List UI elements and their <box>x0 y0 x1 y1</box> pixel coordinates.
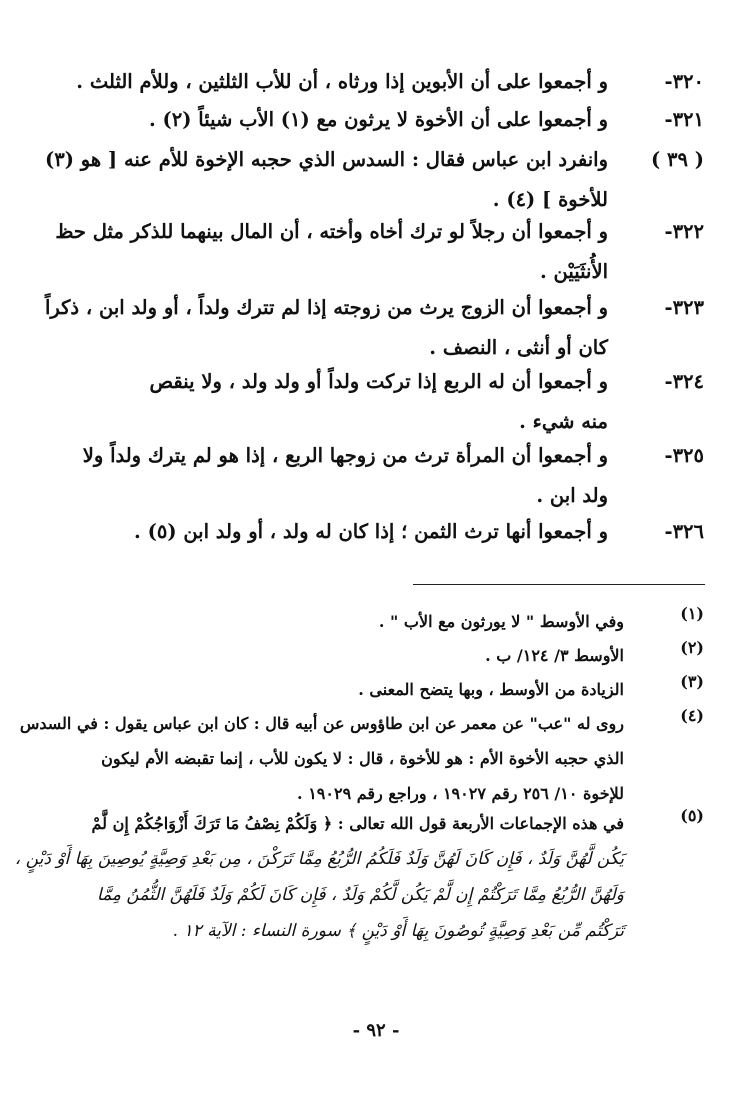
entry-line <box>44 212 704 252</box>
quran-verse-line: تَرَكْتُم مِّن بَعْدِ وَصِيَّةٍ تُوصُونَ بِهَا أَوْ دَيْنٍ ﴾ سورة النساء : الآية ١٢ . <box>172 921 624 941</box>
entry-number: ٣٢٢- <box>664 220 704 243</box>
entry-39 <box>44 140 704 220</box>
footnote-text: للإخوة ١٠/ ٢٥٦ رقم ١٩٠٢٧ ، وراجع رقم ١٩٠٢٩ . <box>297 784 624 803</box>
entry-line <box>44 140 704 180</box>
footnote-text: الأوسط ٣/ ١٢٤/ ب . <box>485 646 624 665</box>
footnote-text: وفي الأوسط " لا يورثون مع الأب " . <box>378 612 624 631</box>
footnote-text: في هذه الإجماعات الأربعة قول الله تعالى : ﴿ وَلَكُمْ نِصْفُ مَا تَرَكَ أَزْوَاجُكُمْ إِن لَّمْ <box>91 814 624 833</box>
footnote-1 <box>44 604 704 639</box>
footnote-4 <box>19 706 704 811</box>
entry-line <box>44 362 704 402</box>
entry-text: و أجمعوا أن له الربع إذا تركت ولداً أو ولد ولد ، ولا ينقص <box>149 370 608 393</box>
entry-number: ٣٢٦- <box>664 520 704 543</box>
footnote-number: (٢) <box>680 638 704 657</box>
entry-text: و أجمعوا على أن الأبوين إذا ورثاه ، أن للأب الثلثين ، وللأم الثلث . <box>76 70 608 93</box>
entry-number: ٣٢٤- <box>664 370 704 393</box>
entry-323 <box>44 288 704 368</box>
entry-continuation: منه شيء . <box>519 410 608 433</box>
entry-text: و أجمعوا أن المرأة ترث من زوجها الربع ، إذا هو لم يترك ولداً ولا <box>82 444 608 467</box>
entry-line <box>44 62 704 102</box>
footnote-number: (٣) <box>680 672 704 691</box>
entry-number: ٣٢٣- <box>664 296 704 319</box>
footnote-text: الذي حجبه الأخوة الأم : هو للأخوة ، قال : لا يكون للأب ، إنما تقبضه الأم ليكون <box>101 749 624 768</box>
entry-320 <box>44 62 704 102</box>
entry-continuation: الأُنثَيَيْن . <box>539 260 608 283</box>
footnote-text: الزيادة من الأوسط ، وبها يتضح المعنى . <box>358 680 624 699</box>
footnote-2 <box>44 638 704 673</box>
footnote-number: (٥) <box>680 806 704 825</box>
entry-322 <box>44 212 704 292</box>
quran-verse-line: وَلَهُنَّ الرُّبُعُ مِمَّا تَرَكْتُمْ إِن لَّمْ يَكُن لَّكُمْ وَلَدٌ ، فَإِن كَانَ لَكُمْ وَلَدٌ فَلَهُنَّ الثُّمُنُ مِمَّا <box>96 885 624 905</box>
entry-continuation: للأخوة ] (٤) . <box>492 188 608 211</box>
entry-line <box>44 288 704 328</box>
entry-line <box>44 512 704 552</box>
footnote-number: (١) <box>680 604 704 623</box>
entry-text: وانفرد ابن عباس فقال : السدس الذي حجبه الإخوة للأم عنه [ هو (٣) <box>45 148 608 171</box>
entry-text: و أجمعوا على أن الأخوة لا يرثون مع (١) الأب شيئاً (٢) . <box>148 108 608 131</box>
entry-text: و أجمعوا أن رجلاً لو ترك أخاه وأخته ، أن المال بينهما للذكر مثل حظ <box>55 220 608 243</box>
entry-number: ٣٢١- <box>664 108 704 131</box>
page-number: - ٩٢ - <box>352 1020 400 1041</box>
footnote-5 <box>14 806 704 949</box>
entry-325 <box>44 436 704 516</box>
entry-number: ( ٣٩ ) <box>651 148 704 171</box>
entry-continuation: ولد ابن . <box>536 484 608 507</box>
entry-326 <box>44 512 704 552</box>
entry-321 <box>44 100 704 140</box>
entry-line <box>44 436 704 476</box>
entry-line <box>44 100 704 140</box>
footnote-3 <box>44 672 704 707</box>
entry-number: ٣٢٠- <box>664 70 704 93</box>
entry-text: و أجمعوا أنها ترث الثمن ؛ إذا كان له ولد ، أو ولد ابن (٥) . <box>134 520 608 543</box>
footnote-text: روى له "عب" عن معمر عن ابن طاؤوس عن أبيه قال : كان ابن عباس يقول : في السدس <box>19 714 624 733</box>
entry-continuation: كان أو أنثى ، النصف . <box>429 336 608 359</box>
footnote-number: (٤) <box>680 706 704 725</box>
quran-verse-line: يَكُن لَّهُنَّ وَلَدٌ ، فَإِن كَانَ لَهُنَّ وَلَدٌ فَلَكُمُ الرُّبُعُ مِمَّا تَرَكْنَ ، مِن بَعْدِ وَصِيَّةٍ يُوصِينَ بِهَا أَوْ دَيْنٍ ، <box>14 849 624 869</box>
entry-324 <box>44 362 704 442</box>
footnote-separator <box>413 584 705 585</box>
entry-number: ٣٢٥- <box>664 444 704 467</box>
entry-text: و أجمعوا أن الزوج يرث من زوجته إذا لم تترك ولداً ، أو ولد ابن ، ذكراً <box>44 296 608 319</box>
